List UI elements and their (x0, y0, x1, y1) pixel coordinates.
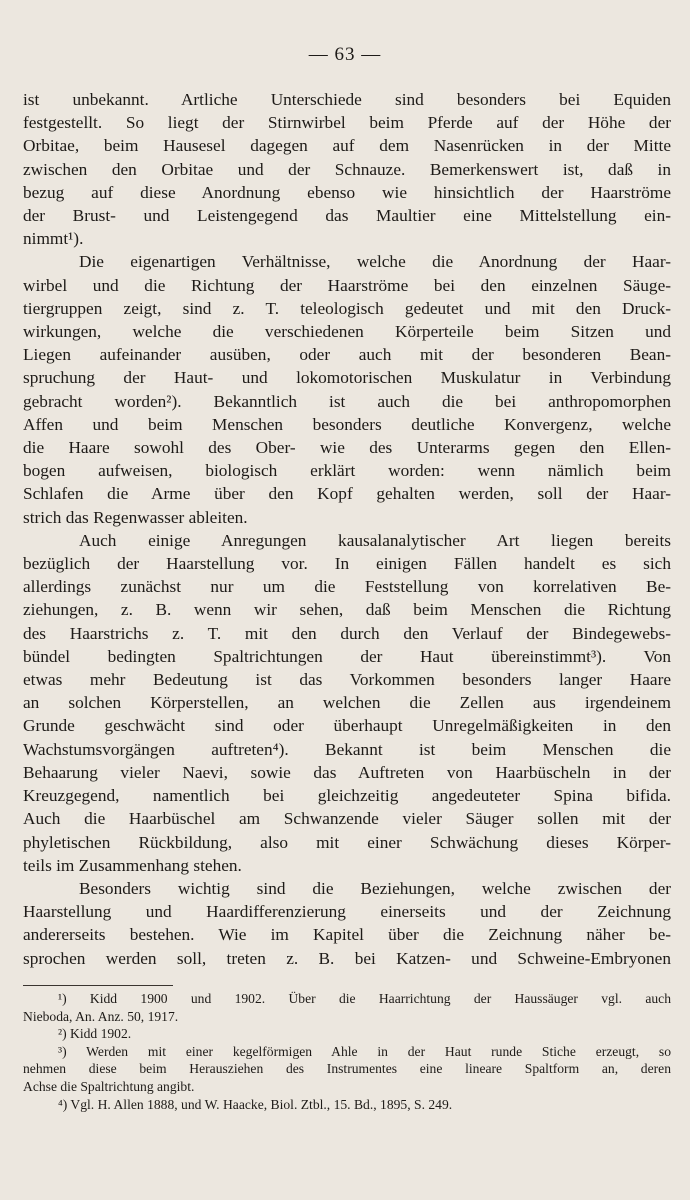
text-line: sprochen werden soll, treten z. B. bei Katzen- und Schweine-Embryonen (23, 948, 671, 968)
text-line: teils im Zusammenhang stehen. (23, 855, 242, 875)
text-line: Haarstellung und Haardifferenzierung einerseits und der Zeichnung (23, 902, 671, 922)
footnote (23, 990, 671, 1025)
text-line: andererseits bestehen. Wie im Kapitel über die Zeichnung näher be- (23, 925, 671, 945)
text-line: Auch einige Anregungen kausalanalytischer Art liegen bereits (79, 530, 671, 550)
text-line: bezüglich der Haarstellung vor. In einigen Fällen handelt es sich (23, 554, 671, 574)
text-line: Affen und beim Menschen besonders deutliche Konvergenz, welche (23, 414, 671, 434)
footnote-line: Achse die Spaltrichtung angibt. (23, 1078, 195, 1094)
footnote-divider (23, 985, 173, 986)
text-line: Kreuzgegend, namentlich bei gleichzeitig angedeuteter Spina bifida. (23, 786, 671, 806)
text-line: ist unbekannt. Artliche Unterschiede sind besonders bei Equiden (23, 90, 671, 109)
footnote (23, 1043, 671, 1096)
text-line: Besonders wichtig sind die Beziehungen, welche zwischen der (79, 878, 671, 898)
page-number: — 63 — (308, 44, 382, 65)
text-line: Wachstumsvorgängen auftreten⁴). Bekannt ist beim Menschen die (23, 739, 671, 759)
body-text (23, 88, 671, 970)
paragraph (23, 529, 671, 877)
paragraph (23, 88, 671, 250)
footnote-line: nehmen diese beim Herausziehen des Instrumentes eine lineare Spaltform an, deren (23, 1061, 671, 1077)
text-line: Auch die Haarbüschel am Schwanzende vieler Säuger sollen mit der (23, 809, 671, 829)
footnote-line: Nieboda, An. Anz. 50, 1917. (23, 1008, 179, 1024)
text-line: tiergruppen zeigt, sind z. T. teleologisch gedeutet und mit den Druck- (23, 298, 671, 318)
text-line: nimmt¹). (23, 229, 84, 249)
footnote-line: ¹) Kidd 1900 und 1902. Über die Haarrichtung der Haussäuger vgl. auch (58, 991, 671, 1006)
text-line: Die eigenartigen Verhältnisse, welche die Anordnung der Haar- (79, 252, 671, 272)
footnote-line: ²) Kidd 1902. (58, 1026, 132, 1042)
text-line: zwischen den Orbitae und der Schnauze. Bemerkenswert ist, daß in (23, 159, 671, 179)
footnotes (23, 990, 671, 1113)
text-line: strich das Regenwasser ableiten. (23, 507, 248, 527)
text-line: bündel bedingten Spaltrichtungen der Haut übereinstimmt³). Von (23, 646, 671, 666)
text-line: Grunde geschwächt sind oder überhaupt Unregelmäßigkeiten in den (23, 716, 671, 736)
text-line: etwas mehr Bedeutung ist das Vorkommen besonders langer Haare (23, 670, 671, 690)
text-line: Liegen aufeinander ausüben, oder auch mit der besonderen Bean- (23, 345, 671, 365)
paragraph (23, 250, 671, 528)
text-line: wirkungen, welche die verschiedenen Körperteile beim Sitzen und (23, 322, 671, 342)
text-line: ziehungen, z. B. wenn wir sehen, daß beim Menschen die Richtung (23, 600, 671, 620)
text-line: an solchen Körperstellen, an welchen die Zellen aus irgendeinem (23, 693, 671, 713)
text-line: bogen aufweisen, biologisch erklärt worden: wenn nämlich beim (23, 461, 671, 481)
text-line: des Haarstrichs z. T. mit den durch den Verlauf der Bindegewebs- (23, 623, 671, 643)
text-line: die Haare sowohl des Ober- wie des Unterarms gegen den Ellen- (23, 438, 671, 458)
text-line: der Brust- und Leistengegend das Maultier eine Mittelstellung ein- (23, 206, 671, 226)
footnote (23, 1096, 671, 1114)
text-line: Behaarung vieler Naevi, sowie das Auftreten von Haarbüscheln in der (23, 762, 671, 782)
text-line: festgestellt. So liegt der Stirnwirbel beim Pferde auf der Höhe der (23, 113, 671, 133)
text-line: Orbitae, beim Hausesel dagegen auf dem Nasenrücken in der Mitte (23, 136, 671, 156)
text-line: bezug auf diese Anordnung ebenso wie hinsichtlich der Haarströme (23, 182, 671, 202)
text-line: spruchung der Haut- und lokomotorischen Muskulatur in Verbindung (23, 368, 671, 388)
text-line: phyletischen Rückbildung, also mit einer Schwächung dieses Körper- (23, 832, 671, 852)
text-line: gebracht worden²). Bekanntlich ist auch die bei anthropomorphen (23, 391, 671, 411)
text-line: wirbel und die Richtung der Haarströme bei den einzelnen Säuge- (23, 275, 671, 295)
footnote-line: ⁴) Vgl. H. Allen 1888, und W. Haacke, Biol. Ztbl., 15. Bd., 1895, S. 249. (58, 1096, 453, 1112)
paragraph (23, 877, 671, 970)
footnote-line: ³) Werden mit einer kegelförmigen Ahle in der Haut runde Stiche erzeugt, so (58, 1043, 671, 1059)
footnote (23, 1025, 671, 1043)
text-line: Schlafen die Arme über den Kopf gehalten werden, soll der Haar- (23, 484, 671, 504)
text-line: allerdings zunächst nur um die Feststellung von korrelativen Be- (23, 577, 671, 597)
